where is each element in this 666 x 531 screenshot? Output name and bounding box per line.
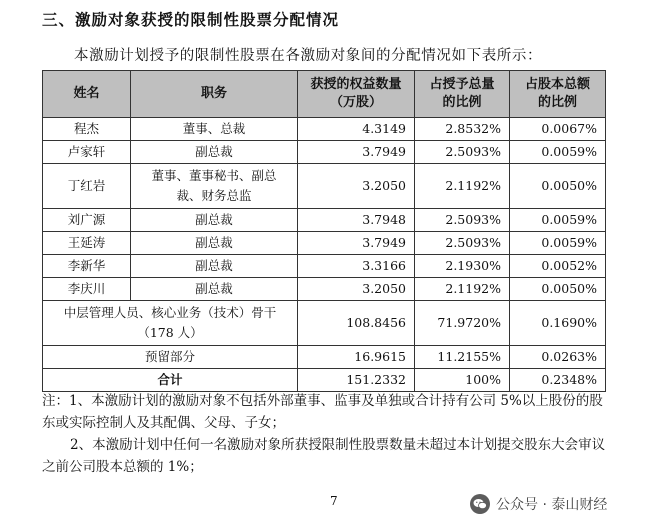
note-1: 注：1、本激励计划的激励对象不包括外部董事、监事及单独或合计持有公司 5%以上股份的股东或实际控制人及其配偶、父母、子女； [42, 393, 603, 431]
cell-position: 副总裁 [131, 232, 298, 255]
cell-grant-ratio: 2.5093% [415, 232, 510, 255]
cell-capital-ratio: 0.0263% [510, 346, 606, 369]
cell-middle-label-line1: 中层管理人员、核心业务（技术）骨干 [63, 305, 277, 320]
cell-shares: 4.3149 [298, 118, 415, 141]
cell-shares: 3.7949 [298, 141, 415, 164]
cell-shares: 3.2050 [298, 164, 415, 209]
cell-position-line1: 董事、董事秘书、副总 [151, 168, 277, 183]
header-grant-ratio [415, 71, 510, 118]
cell-name: 程杰 [43, 118, 131, 141]
cell-capital-ratio: 0.0059% [510, 141, 606, 164]
header-shares-line2: （万股） [329, 95, 382, 110]
header-name: 姓名 [43, 71, 131, 118]
cell-capital-ratio: 0.0050% [510, 278, 606, 301]
cell-grant-ratio: 71.9720% [415, 301, 510, 346]
cell-capital-ratio: 0.0067% [510, 118, 606, 141]
cell-middle-label [43, 301, 298, 346]
header-shares-line1: 获授的权益数量 [310, 77, 402, 92]
cell-capital-ratio: 0.0050% [510, 164, 606, 209]
cell-position: 副总裁 [131, 209, 298, 232]
cell-name: 刘广源 [43, 209, 131, 232]
cell-grant-ratio: 2.5093% [415, 209, 510, 232]
cell-shares: 3.3166 [298, 255, 415, 278]
cell-grant-ratio: 2.5093% [415, 141, 510, 164]
cell-capital-ratio: 0.2348% [510, 369, 606, 392]
watermark [470, 494, 607, 514]
cell-grant-ratio: 100% [415, 369, 510, 392]
cell-name: 卢家轩 [43, 141, 131, 164]
header-grant-ratio-line1: 占授予总量 [429, 77, 495, 92]
page-number: 7 [330, 494, 338, 508]
table-row [43, 209, 606, 232]
section-title: 三、激励对象获授的限制性股票分配情况 [42, 11, 340, 29]
cell-grant-ratio: 2.8532% [415, 118, 510, 141]
cell-shares: 3.7949 [298, 232, 415, 255]
cell-position: 董事、总裁 [131, 118, 298, 141]
cell-capital-ratio: 0.1690% [510, 301, 606, 346]
cell-capital-ratio: 0.0052% [510, 255, 606, 278]
cell-position: 副总裁 [131, 141, 298, 164]
note-2: 2、本激励计划中任何一名激励对象所获授限制性股票数量未超过本计划提交股东大会审议之前公司股本总额的 1%； [42, 437, 606, 475]
header-grant-ratio-line2: 的比例 [442, 95, 482, 110]
table-header-row [43, 71, 606, 118]
wechat-icon [470, 494, 490, 514]
header-position: 职务 [131, 71, 298, 118]
table-row [43, 141, 606, 164]
header-capital-ratio-line1: 占股本总额 [524, 77, 590, 92]
header-capital-ratio-line2: 的比例 [537, 95, 577, 110]
table-row [43, 255, 606, 278]
watermark-text: 公众号 · 泰山财经 [496, 497, 608, 513]
table-row [43, 164, 606, 209]
cell-grant-ratio: 2.1192% [415, 278, 510, 301]
cell-capital-ratio: 0.0059% [510, 232, 606, 255]
table-row-reserved [43, 346, 606, 369]
table-row [43, 232, 606, 255]
cell-position-line2: 裁、财务总监 [176, 188, 252, 203]
cell-middle-label-line2: （178 人） [137, 325, 203, 340]
cell-grant-ratio: 11.2155% [415, 346, 510, 369]
cell-shares: 151.2332 [298, 369, 415, 392]
table-row-middle-management [43, 301, 606, 346]
allocation-table [42, 70, 606, 392]
table-row-total [43, 369, 606, 392]
cell-shares: 16.9615 [298, 346, 415, 369]
cell-shares: 108.8456 [298, 301, 415, 346]
cell-reserved-label: 预留部分 [43, 346, 298, 369]
header-capital-ratio [510, 71, 606, 118]
cell-total-label: 合计 [43, 369, 298, 392]
cell-name: 王延涛 [43, 232, 131, 255]
cell-shares: 3.2050 [298, 278, 415, 301]
cell-grant-ratio: 2.1930% [415, 255, 510, 278]
cell-capital-ratio: 0.0059% [510, 209, 606, 232]
cell-position: 副总裁 [131, 255, 298, 278]
cell-position: 副总裁 [131, 278, 298, 301]
header-shares [298, 71, 415, 118]
cell-grant-ratio: 2.1192% [415, 164, 510, 209]
cell-name: 丁红岩 [43, 164, 131, 209]
table-row [43, 118, 606, 141]
intro-text: 本激励计划授予的限制性股票在各激励对象间的分配情况如下表所示： [74, 48, 543, 64]
cell-shares: 3.7948 [298, 209, 415, 232]
table-row [43, 278, 606, 301]
cell-position [131, 164, 298, 209]
cell-name: 李新华 [43, 255, 131, 278]
cell-name: 李庆川 [43, 278, 131, 301]
